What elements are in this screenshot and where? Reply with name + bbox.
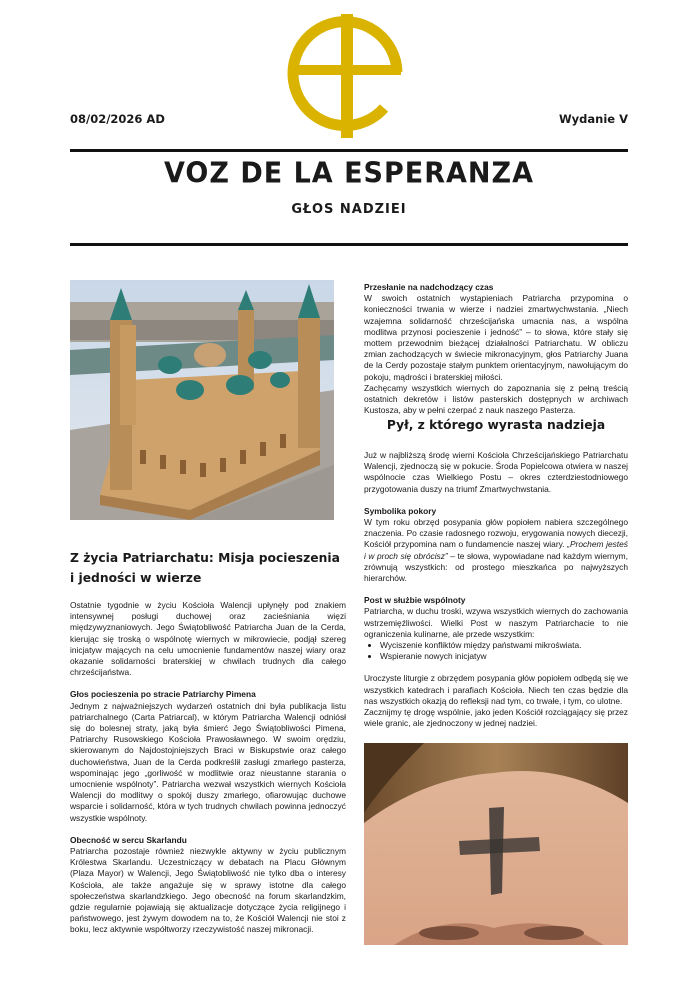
right-article-headline: Pył, z którego wyrasta nadzieja bbox=[386, 418, 606, 432]
header-top-rule bbox=[70, 149, 628, 152]
left-article-headline: Z życia Patriarchatu: Misja pocieszenia i jedności w wierze bbox=[70, 551, 340, 585]
right-section-0-title: Przesłanie na nadchodzący czas bbox=[364, 282, 494, 292]
right-bullet-list bbox=[364, 640, 628, 662]
right-closing-2: Zacznijmy tę drogę wspólnie, jako jeden Kościół rozciągający się przez wiele granic, ale zjednoczony w jednej nadziei. bbox=[364, 707, 628, 729]
patriarchate-logo-icon bbox=[283, 10, 413, 140]
right-section-2-text: Patriarcha, w duchu troski, wzywa wszystkich wiernych do zachowania wstrzemięźliwości. Wielki Post w naszym Patriarchacie to nie ograniczenia kulinarne, ale przede wszystkim: bbox=[364, 606, 628, 639]
right-closing-1: Uroczyste liturgie z obrzędem posypania głów popiołem odbędą się we wszystkich katedrach i parafiach Kościoła. Niech ten czas będzie dla nas wszystkich okazją do refleksji nad tym, co trwałe, i tym, co ulotne. bbox=[364, 673, 628, 706]
right-section-2-title: Post w służbie wspólnoty bbox=[364, 595, 466, 606]
left-section-1-title: Głos pocieszenia po stracie Patriarchy Pimena bbox=[70, 689, 256, 700]
left-article-body bbox=[70, 600, 346, 936]
newspaper-subtitle: GŁOS NADZIEI bbox=[291, 202, 407, 217]
header-bottom-rule bbox=[70, 243, 628, 246]
right-section-1-title: Symbolika pokory bbox=[364, 505, 437, 516]
issue-date: 08/02/2026 AD bbox=[70, 112, 165, 126]
newspaper-title: VOZ DE LA ESPERANZA bbox=[164, 157, 534, 190]
cathedral-photo bbox=[70, 280, 334, 520]
left-article-intro: Ostatnie tygodnie w życiu Kościoła Walencji upłynęły pod znakiem intensywnej posługi duchowej oraz zacieśniania więzi międzywyznaniowych. Jego Świątobliwość Patriarcha Juan de la Cerda, kierując się troską o wspólnotę wiernych w mikrowiecie, podjął szereg inicjatyw mających na celu umocnienie fundamentów naszej wiary oraz okazanie solidarności braterskiej w chwilach trudnych dla całego chrześcijaństwa. bbox=[70, 600, 346, 678]
list-item: • Wyciszenie konfliktów między państwami mikroświata. bbox=[380, 640, 628, 651]
left-section-1-text: Jednym z najważniejszych wydarzeń ostatnich dni była publikacja listu patriarchalnego (Carta Patriarcal), w którym Patriarcha Walencji odniósł się do bolesnej straty, jaką była śmierć Jego Świątobliwości Pimena, Patriarchy Rusowskiego Kościoła Prawosławnego. W swoim orędziu, skierowanym do Najdostojniejszych Braci w Biskupstwie oraz całego duchowieństwa, Juan de la Cerda podkreślił zasługi zmarłego pasterza, wspominając jego „gorliwość w modlitwie oraz nieustanne starania o umocnienie wspólnoty”. Patriarcha wezwał wszystkich wiernych Kościoła Walencji do modlitwy o spokój duszy zmarłego, ofiarowując duchowe wsparcie i solidarność, która w tych trudnych chwilach powinna jednoczyć wszystkie wspólnoty. bbox=[70, 700, 346, 823]
ash-cross-forehead-photo bbox=[364, 743, 628, 945]
list-item: • Wspieranie nowych inicjatyw bbox=[380, 651, 628, 662]
right-section-0-text: W swoich ostatnich wystąpieniach Patriarcha przypomina o konieczności trwania w wierze i nadziei zmartwychwstania. „Niech wzajemna solidarność chrześcijańska umacnia nas, a wspólna modlitwa przynosi pocieszenie i jedność” – to słowa, które stały się mottem przewodnim bieżącej działalności Patriarchatu. W obliczu zmian zachodzących w świecie mikronacyjnym, głos Patriarchy Juana de la Cerdy pozostaje stałym punktem orientacyjnym, nawołującym do pokoju, mądrości i braterskiej miłości. bbox=[364, 293, 628, 382]
right-article-body bbox=[364, 450, 628, 729]
right-section-0-text2: Zachęcamy wszystkich wiernych do zapoznania się z pełną treścią ostatnich dekretów i listów pasterskich dostępnych w archiwach Kustosza, aby w pełni czerpać z nauk naszego Pasterza. bbox=[364, 382, 628, 416]
left-section-2-text: Patriarcha pozostaje również niezwykle aktywny w życiu publicznym Królestwa Skarlandu. Uczestniczący w debatach na Placu Głównym (Plaza Mayor) w Walencji, Jego Świątobliwość nie tylko dba o interesy Kościoła, ale także angażuje się w sprawy istotne dla całego społeczeństwa skarlandzkiego. Jego obecność na forum skarlandzkim, gdzie regularnie pojawiają się aktualizacje dotyczące życia religijnego i państwowego, jest żywym dowodem na to, że Kościół Walencji nie stoi z boku, lecz aktywnie współtworzy rzeczywistość naszej mikronacji. bbox=[70, 846, 346, 935]
right-section-1-text-a: W tym roku obrzęd posypania głów popiołem nabiera szczególnego znaczenia. Po czasie radosnego rozwoju, erygowania nowych diecezji, Kościół przypomina nam o fundamencie naszej wiary. bbox=[364, 517, 628, 550]
right-section-1-quote: „Prochem jesteś i w proch się obrócisz” bbox=[364, 539, 628, 561]
left-section-2-title: Obecność w sercu Skarlandu bbox=[70, 834, 187, 845]
right-section-1-text-b: – te słowa, wypowiadane nad każdym wiernym, zrównują wszystkich: od prostego mieszkańca po najwyższych hierarchów. bbox=[364, 550, 628, 584]
right-section-1-text bbox=[364, 517, 628, 584]
right-column-top bbox=[364, 282, 628, 416]
issue-edition: Wydanie V bbox=[558, 112, 628, 126]
right-article-intro: Już w najbliższą środę wierni Kościoła Chrześcijańskiego Patriarchatu Walencji, zjednoczą się w pokucie. Środa Popielcowa otwiera w naszej wspólnocie czas Wielkiego Postu – okres czterdziestodniowego przygotowania duszy na triumf Zmartwychwstania. bbox=[364, 450, 628, 494]
